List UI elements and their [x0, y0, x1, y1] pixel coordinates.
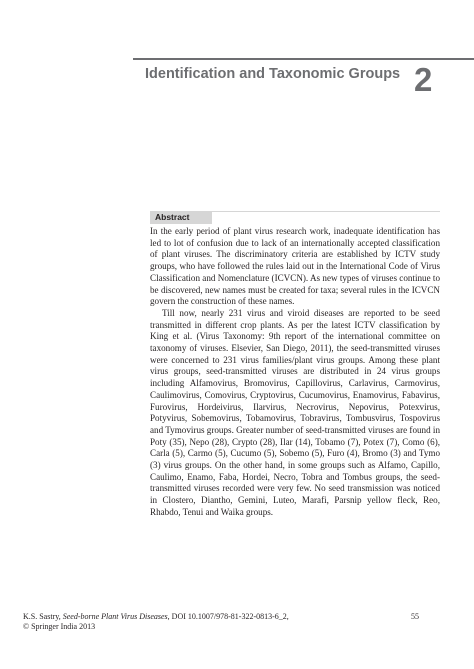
- footer-doi: , DOI 10.1007/978-81-322-0813-6_2,: [167, 612, 289, 621]
- abstract-body: [150, 226, 440, 519]
- abstract-paragraph-1: In the early period of plant virus research work, inadequate identification has led to lot of confusion due to lack of an internationally accepted classification of plant viruses. The discriminatory criteria are established by ICTV study groups, who have followed the rules laid out in the International Code of Virus Classification and Nomenclature (ICVCN). As new types of viruses continue to be discovered, new names must be created for taxa; several rules in the ICVCN govern the construction of these names.: [150, 226, 440, 307]
- abstract-label: [150, 211, 212, 224]
- page-number: 55: [411, 612, 419, 621]
- abstract-section: [150, 211, 440, 519]
- abstract-paragraph-2: Till now, nearly 231 virus and viroid diseases are reported to be seed transmitted in different crop plants. As per the latest ICTV classification by King et al. (Virus Taxonomy: 9th report of the international committee on taxonomy of viruses. Elsevier, San Diego, 2011), the seed-transmitted viruses were concerned to 231 virus families/plant virus groups. Among these plant virus groups, seed-transmitted viruses are distributed in 24 virus groups including Alfamovirus, Bromovirus, Capillovirus, Carlavirus, Carmovirus, Caulimovirus, Comovirus, Cryptovirus, Cucumovirus, Enamovirus, Fabavirus, Furovirus, Hordeivirus, Ilarvirus, Necrovirus, Nepovirus, Potexvirus, Potyvirus, Sobemovirus, Tobamovirus, Tobravirus, Tombusvirus, Tospovirus and Tymovirus groups. Greater number of seed-transmitted viruses are found in Poty (35), Nepo (28), Crypto (28), Ilar (14), Tobamo (7), Potex (7), Como (6), Carla (5), Carmo (5), Cucumo (5), Sobemo (5), Furo (4), Bromo (3) and Tymo (3) virus groups. On the other hand, in some groups such as Alfamo, Capillo, Caulimo, Enamo, Faba, Hordei, Necro, Tobra and Tombus groups, the seed-transmitted viruses recorded were very few. No seed transmission was noticed in Clostero, Diantho, Gemini, Luteo, Marafi, Parsnip yellow fleck, Reo, Rhabdo, Tenui and Waika groups.: [150, 307, 440, 517]
- footer-citation: [23, 612, 429, 622]
- footer-author: K.S. Sastry,: [23, 612, 61, 621]
- abstract-label-text: Abstract: [155, 212, 190, 222]
- abstract-rule: [207, 211, 440, 212]
- header-rule: [133, 58, 474, 60]
- chapter-number: 2: [414, 61, 433, 98]
- footer-copyright: © Springer India 2013: [23, 622, 96, 631]
- chapter-title: Identification and Taxonomic Groups: [145, 66, 401, 82]
- footer: [23, 612, 429, 632]
- footer-book-title: Seed-borne Plant Virus Diseases: [62, 612, 168, 621]
